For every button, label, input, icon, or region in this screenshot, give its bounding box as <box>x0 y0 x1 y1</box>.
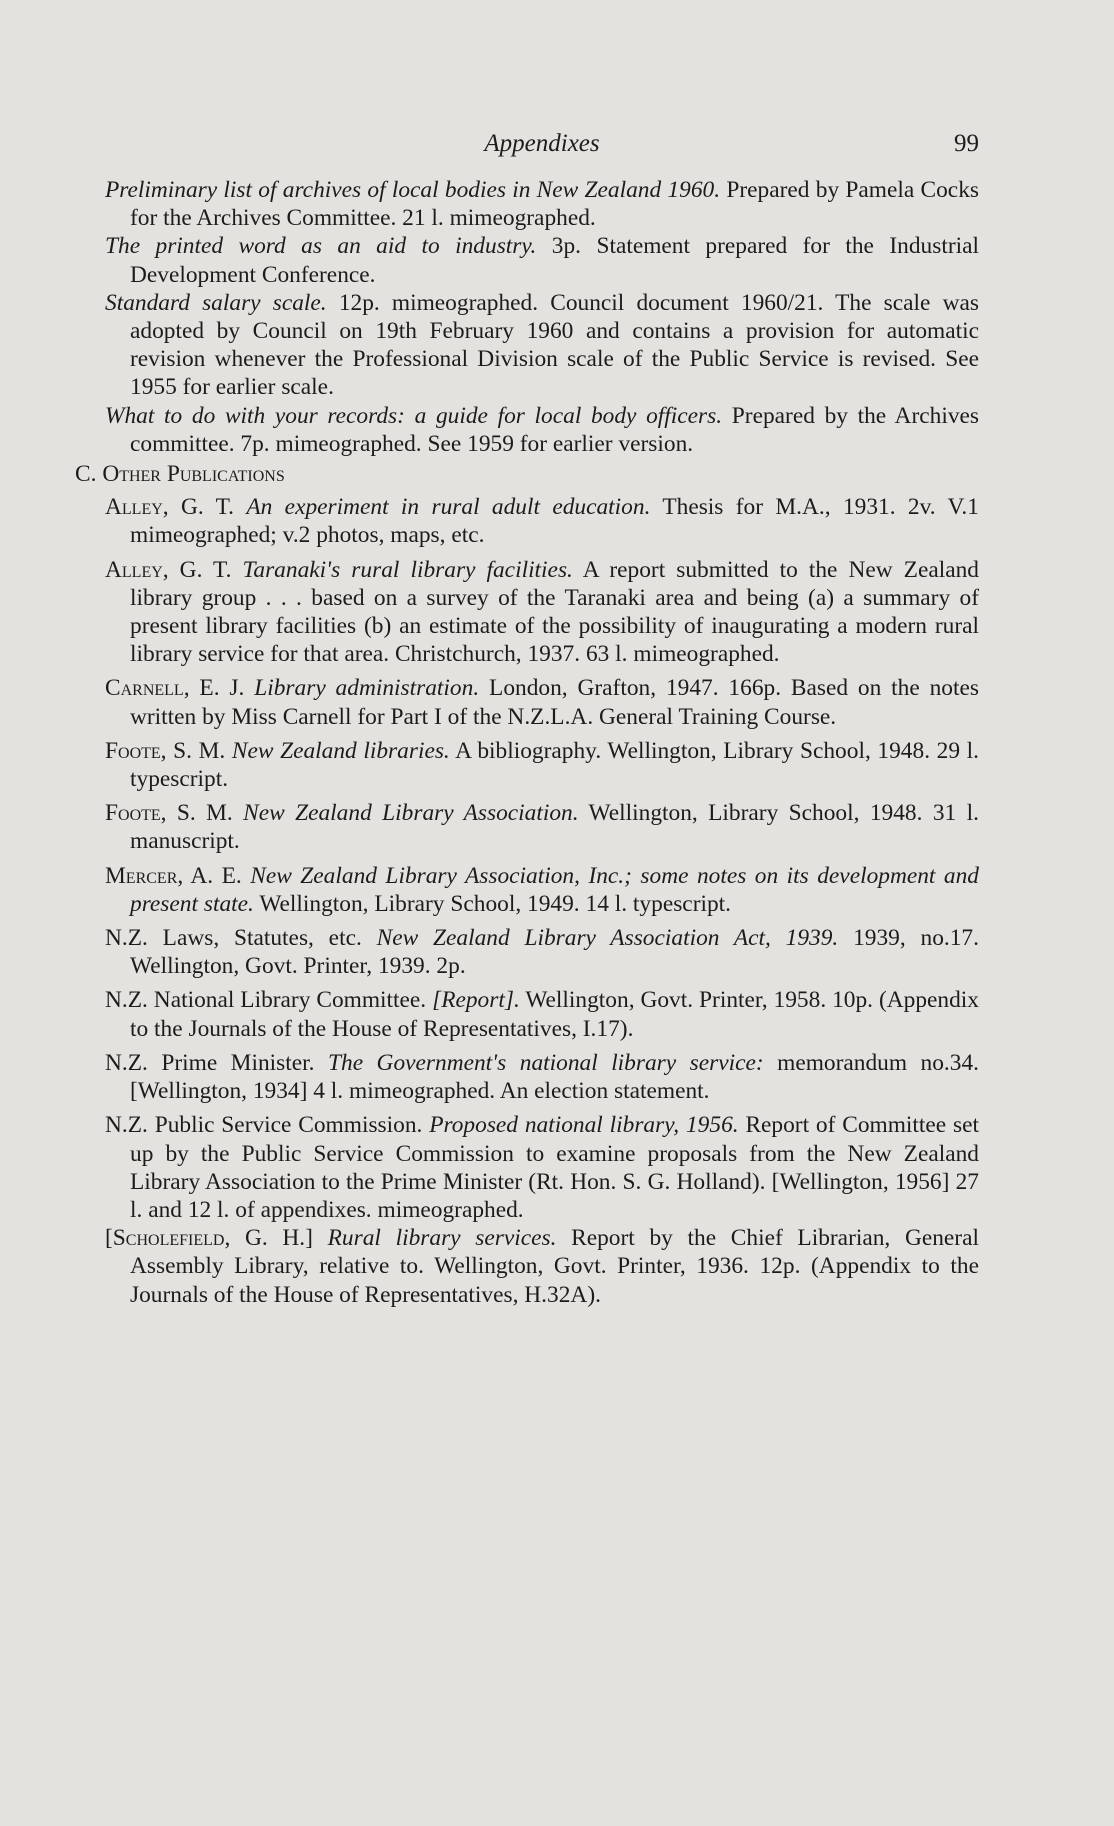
entry-author: N.Z. Public Service Commission. <box>105 1112 423 1139</box>
section-heading <box>75 460 979 488</box>
section-letter: C. <box>75 461 97 488</box>
entry-details: 12p. mimeographed. Council document 1960/21. The scale was adopted by Council on 19th February 1960 and contains a provision for automatic revision whenever the Professional Division scale of the Public Service is revised. See 1955 for earlier scale. <box>130 289 979 401</box>
entry-author: Carnell, E. J. <box>105 675 245 702</box>
citation-entry <box>105 556 979 669</box>
running-head: Appendixes <box>484 130 600 157</box>
entry-author: [Scholefield, G. H.] <box>105 1225 313 1252</box>
entry-details: 1939, no.17. Wellington, Govt. Printer, 1939. 2p. <box>130 925 979 980</box>
entry-title: An experiment in rural adult education. <box>246 494 651 521</box>
entry-title: Taranaki's rural library facilities. <box>242 556 573 583</box>
entry-title: Proposed national library, 1956. <box>429 1112 739 1139</box>
entry-title: Preliminary list of archives of local bodies in New Zealand 1960. <box>105 177 721 203</box>
page-content <box>75 176 980 1309</box>
entry-author: Alley, G. T. <box>105 556 232 583</box>
entry-title: Rural library services. <box>327 1225 557 1252</box>
citation-entry <box>105 1111 979 1224</box>
council-publication-entry <box>105 289 979 402</box>
page-number: 99 <box>954 130 979 157</box>
citation-entry <box>105 799 979 855</box>
entry-details: Report of Committee set up by the Public Service Commission to examine proposals from the New Zealand Library Association to the Prime Minister (Rt. Hon. S. G. Holland). [Wellington, 1956] 27 l. and 12 l. of appendixes. mimeographed. <box>130 1112 979 1223</box>
entry-title: [Report]. <box>432 987 520 1014</box>
entry-author: Foote, S. M. <box>105 800 233 827</box>
entry-author: Alley, G. T. <box>105 494 235 521</box>
citation-entry <box>105 493 979 549</box>
page-header <box>105 126 979 162</box>
entry-title: New Zealand Library Association. <box>243 800 579 827</box>
entry-details: Prepared by Pamela Cocks for the Archives Committee. 21 l. mimeographed. <box>130 177 979 232</box>
entry-details: London, Grafton, 1947. 166p. Based on the notes written by Miss Carnell for Part I of the N.Z.L.A. General Training Course. <box>130 675 979 730</box>
entry-details: A report submitted to the New Zealand library group . . . based on a survey of the Taranaki area and being (a) a summary of present library facilities (b) an estimate of the possibility of inaugurating a modern rural library service for that area. Christchurch, 1937. 63 l. mimeographed. <box>130 556 980 668</box>
council-publication-entry <box>105 402 979 458</box>
entry-title: Library administration. <box>254 675 480 702</box>
citation-entry <box>105 924 979 980</box>
citation-entry <box>105 1224 979 1309</box>
council-publication-entry <box>105 176 979 232</box>
entry-title: The printed word as an aid to industry. <box>105 233 537 260</box>
entry-title: Standard salary scale. <box>105 289 327 316</box>
entry-author: N.Z. National Library Committee. <box>105 987 427 1014</box>
entry-details: 3p. Statement prepared for the Industrial Development Conference. <box>130 233 979 288</box>
entry-details: Wellington, Library School, 1949. 14 l. typescript. <box>259 890 732 917</box>
citation-entry <box>105 862 979 918</box>
entry-details: Wellington, Library School, 1948. 31 l. manuscript. <box>130 800 979 855</box>
citation-entry <box>105 1049 979 1105</box>
entry-details: A bibliography. Wellington, Library School, 1948. 29 l. typescript. <box>130 737 980 793</box>
entry-details: Wellington, Govt. Printer, 1958. 10p. (Appendix to the Journals of the House of Representatives, I.17). <box>130 987 979 1042</box>
entry-author: Foote, S. M. <box>105 737 226 764</box>
entry-details: memorandum no.34. [Wellington, 1934] 4 l. mimeographed. An election statement. <box>130 1049 980 1105</box>
entry-title: New Zealand libraries. <box>231 737 450 764</box>
entry-author: Mercer, A. E. <box>105 862 242 889</box>
entry-title: New Zealand Library Association, Inc.; some notes on its development and present state. <box>130 862 979 917</box>
entry-title: New Zealand Library Association Act, 1939. <box>376 925 839 952</box>
citation-entry <box>105 986 979 1042</box>
citation-entry <box>105 674 979 730</box>
entry-details: Thesis for M.A., 1931. 2v. V.1 mimeographed; v.2 photos, maps, etc. <box>130 494 979 549</box>
entry-title: What to do with your records: a guide for local body officers. <box>105 402 723 429</box>
entry-title: The Government's national library service: <box>328 1049 764 1076</box>
entry-author: N.Z. Prime Minister. <box>105 1049 315 1076</box>
entry-details: Prepared by the Archives committee. 7p. mimeographed. See 1959 for earlier version. <box>130 402 979 457</box>
entry-author: N.Z. Laws, Statutes, etc. <box>105 925 362 952</box>
entry-details: Report by the Chief Librarian, General Assembly Library, relative to. Wellington, Govt. Printer, 1936. 12p. (Appendix to the Journals of the House of Representatives, H.32A). <box>130 1225 979 1308</box>
council-publication-entry <box>105 232 979 288</box>
citation-entry <box>105 737 979 793</box>
section-title: Other Publications <box>102 461 285 488</box>
